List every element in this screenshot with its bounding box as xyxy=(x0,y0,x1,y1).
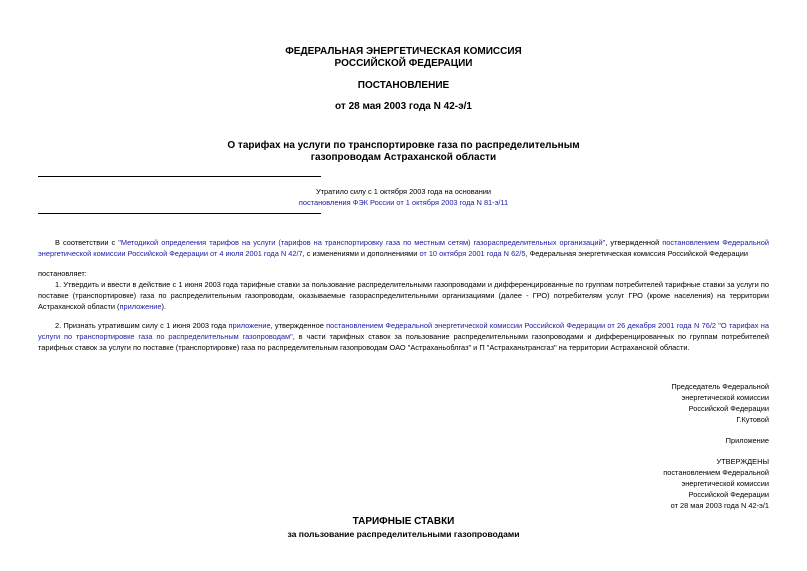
decree-word: постановляет: xyxy=(38,269,87,278)
old-appendix-link[interactable]: приложение xyxy=(228,321,271,330)
divider-bottom xyxy=(38,213,321,214)
tariff-subtitle: за пользование распределительными газопроводами xyxy=(287,529,520,539)
agency-line2: РОССИЙСКОЙ ФЕДЕРАЦИИ xyxy=(334,58,473,69)
decree-62-5-link[interactable]: от 10 октября 2001 года N 62/5 xyxy=(419,249,526,258)
doc-title-line1: О тарифах на услуги по транспортировке газа по распределительным xyxy=(227,140,580,151)
approved-line3: Российской Федерации xyxy=(688,490,769,499)
status-link[interactable]: постановления ФЭК России от 1 октября 2003 года N 81-э/11 xyxy=(298,198,509,207)
status-text: Утратило силу с 1 октября 2003 года на основании xyxy=(315,187,492,196)
decree-76-2-link[interactable]: постановлением Федеральной энергетической комиссии Российской Федерации от 26 декабря 2001 года N 76/2 "О тарифах на услуги по транспортировке газа по распределительным газопроводам" xyxy=(38,321,769,341)
tariff-title: ТАРИФНЫЕ СТАВКИ xyxy=(352,516,455,527)
methodology-link[interactable]: "Методикой определения тарифов на услуги (тарифов на транспортировку газа по местным сетям) газораспределительных организаций" xyxy=(118,238,606,247)
approved-line2: энергетической комиссии xyxy=(681,479,769,488)
appendix-link[interactable]: приложение xyxy=(119,302,162,311)
divider-top xyxy=(38,176,321,177)
signature-line3: Российской Федерации xyxy=(688,404,769,413)
signature-name: Г.Кутовой xyxy=(736,415,769,424)
preamble-paragraph: В соответствии с "Методикой определения тарифов на услуги (тарифов на транспортировку газа по местным сетям) газораспределительных организаций", утвержденной постановлением Федеральной энергетической комиссии Российской Федерации от 4 июля 2001 года N 42/7, с изменениями и дополнениями от 10 октября 2001 года N 62/5, Федеральная энергетическая комиссия Российской Федерации xyxy=(38,238,769,258)
signature-line1: Председатель Федеральной xyxy=(671,382,769,391)
approved-label: УТВЕРЖДЕНЫ xyxy=(716,457,769,466)
clause-1: 1. Утвердить и ввести в действие с 1 июня 2003 года тарифные ставки за пользование распределительными газопроводами и дифференцированные по группам потребителей тарифные ставки за услуги по поставке (транспортировке) газа по распределительным газопроводам, оказываемые газораспределительными организациями (далее - ГРО) потребителям услуг ГРО (кроме населения) на территории Астраханской области (приложение). xyxy=(38,280,769,311)
doc-type: ПОСТАНОВЛЕНИЕ xyxy=(357,80,450,91)
approved-date: от 28 мая 2003 года N 42-э/1 xyxy=(670,501,769,510)
doc-date: от 28 мая 2003 года N 42-э/1 xyxy=(335,101,472,112)
appendix-label: Приложение xyxy=(725,436,769,445)
decree-42-7-link[interactable]: постановлением Федеральной энергетической комиссии Российской Федерации от 4 июля 2001 года N 42/7 xyxy=(38,238,769,258)
doc-title-line2: газопроводам Астраханской области xyxy=(310,152,497,163)
clause-2: 2. Признать утратившим силу с 1 июня 2003 года приложение, утвержденное постановлением Федеральной энергетической комиссии Российской Федерации от 26 декабря 2001 года N 76/2 "О тарифах на услуги по транспортировке газа по распределительным газопроводам", в части тарифных ставок за пользование распределительными газопроводами и дифференцированных по группам потребителей тарифных ставок за услуги по поставке (транспортировке) газа по распределительным газопроводам ОАО "Астраханьоблгаз" и П "Астраханьтрансгаз" на территории Астраханской области. xyxy=(38,321,769,352)
agency-line1: ФЕДЕРАЛЬНАЯ ЭНЕРГЕТИЧЕСКАЯ КОМИССИЯ xyxy=(285,46,522,57)
approved-line1: постановлением Федеральной xyxy=(663,468,769,477)
signature-line2: энергетической комиссии xyxy=(681,393,769,402)
